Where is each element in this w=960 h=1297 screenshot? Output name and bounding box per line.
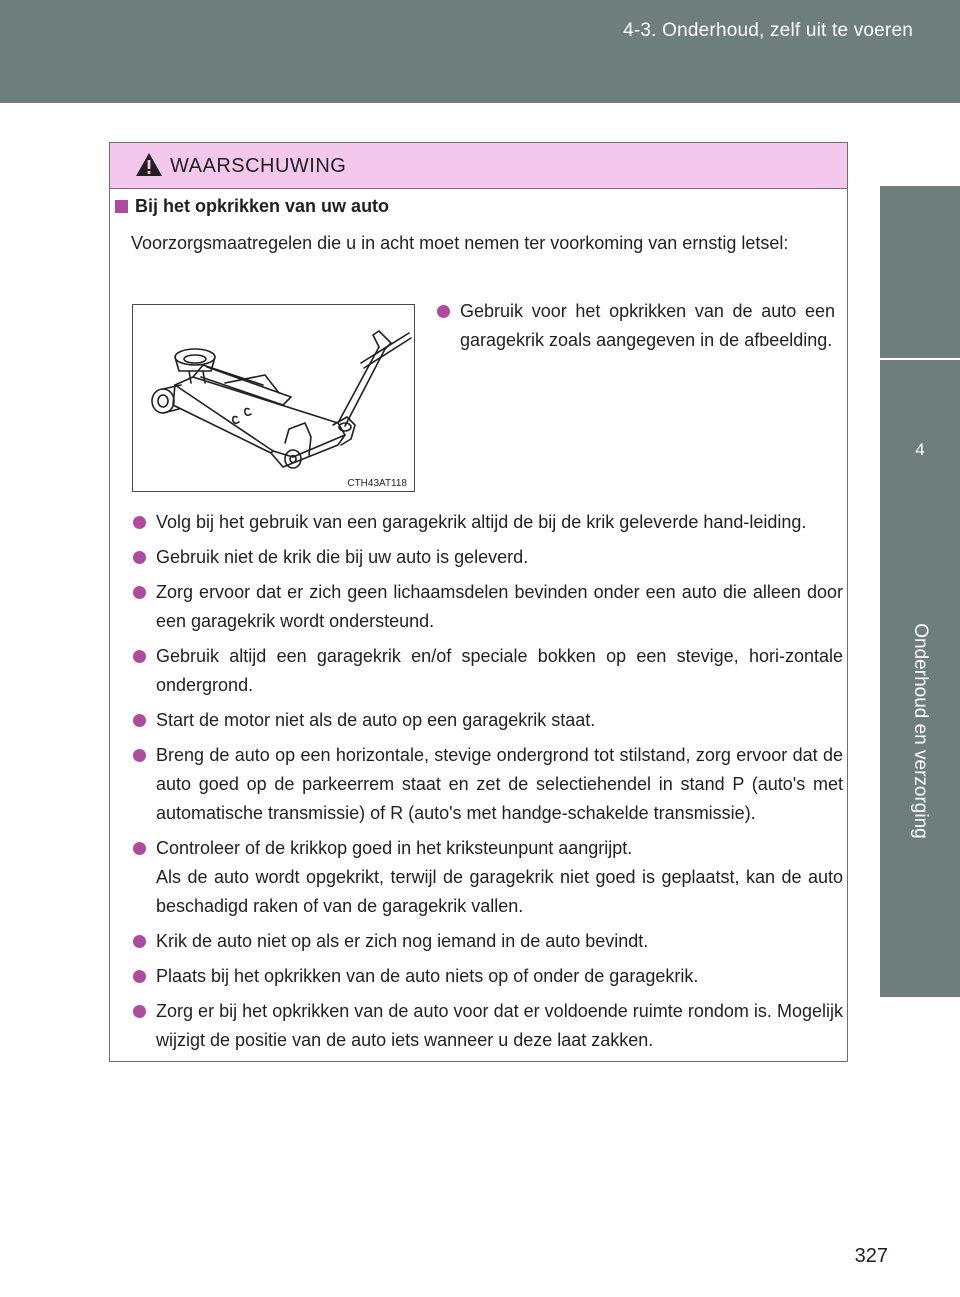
bullet-dot-icon <box>133 516 146 529</box>
bullet-text: Krik de auto niet op als er zich nog iemand in de auto bevindt. <box>156 931 649 951</box>
section-title-header: 4-3. Onderhoud, zelf uit te voeren <box>623 20 913 41</box>
bullet-text: Controleer of de krikkop goed in het kriksteunpunt aangrijpt. <box>156 838 633 858</box>
bullet-list <box>131 508 843 1061</box>
bullet-item <box>131 578 843 636</box>
bullet-dot-icon <box>437 305 450 318</box>
bullet-text: Breng de auto op een horizontale, stevige ondergrond tot stilstand, zorg ervoor dat de auto goed op de parkeerrem staat en zet de selectiehendel in stand P (auto's met automatische transmissie) of R (auto's met handge-schakelde transmissie). <box>156 745 843 823</box>
bullet-text: Gebruik niet de krik die bij uw auto is geleverd. <box>156 547 529 567</box>
bullet-item <box>131 927 843 956</box>
figure-bullet <box>435 297 835 355</box>
bullet-dot-icon <box>133 586 146 599</box>
bullet-dot-icon <box>133 714 146 727</box>
bullet-dot-icon <box>133 650 146 663</box>
bullet-text: Plaats bij het opkrikken van de auto niets op of onder de garagekrik. <box>156 966 699 986</box>
bullet-dot-icon <box>133 749 146 762</box>
bullet-item <box>131 997 843 1055</box>
warning-triangle-icon <box>135 152 163 177</box>
warning-box <box>109 142 848 1062</box>
bullet-item <box>131 706 843 735</box>
warning-header <box>110 143 847 189</box>
bullet-item <box>131 962 843 991</box>
garage-jack-illustration <box>133 305 416 493</box>
bullet-continuation-text: Als de auto wordt opgekrikt, terwijl de garagekrik niet goed is geplaatst, kan de auto beschadigd raken of van de garagekrik vallen. <box>156 867 843 916</box>
bullet-item <box>131 543 843 572</box>
bullet-text: Gebruik altijd een garagekrik en/of speciale bokken op een stevige, hori-zontale ondergrond. <box>156 646 843 695</box>
bullet-item <box>131 508 843 537</box>
warning-intro: Voorzorgsmaatregelen die u in acht moet nemen ter voorkoming van ernstig letsel: <box>131 233 789 253</box>
page-number: 327 <box>854 1245 888 1267</box>
bullet-dot-icon <box>133 935 146 948</box>
chapter-number: 4 <box>915 440 925 459</box>
bullet-item <box>435 297 835 355</box>
chapter-label: Onderhoud en verzorging <box>910 623 931 839</box>
warning-title: WAARSCHUWING <box>170 155 347 177</box>
bullet-item <box>131 642 843 700</box>
bullet-text: Gebruik voor het opkrikken van de auto een garagekrik zoals aangegeven in de afbeelding. <box>460 301 835 350</box>
bullet-text: Zorg er bij het opkrikken van de auto voor dat er voldoende ruimte rondom is. Mogelijk wijzigt de positie van de auto iets wanneer u deze laat zakken. <box>156 1001 843 1050</box>
bullet-dot-icon <box>133 1005 146 1018</box>
bullet-dot-icon <box>133 842 146 855</box>
warning-section-title-text: Bij het opkrikken van uw auto <box>135 196 390 216</box>
bullet-item <box>131 834 843 921</box>
figure-code: CTH43AT118 <box>347 478 407 489</box>
bullet-text: Start de motor niet als de auto op een garagekrik staat. <box>156 710 596 730</box>
page-header <box>0 0 960 103</box>
bullet-text: Zorg ervoor dat er zich geen lichaamsdelen bevinden onder een auto die alleen door een garagekrik wordt ondersteund. <box>156 582 843 631</box>
bullet-item <box>131 741 843 828</box>
bullet-dot-icon <box>133 551 146 564</box>
garage-jack-figure <box>132 304 415 492</box>
warning-section-title <box>115 196 389 217</box>
chapter-side-tab[interactable] <box>880 186 960 997</box>
square-bullet-icon <box>115 200 128 213</box>
bullet-dot-icon <box>133 970 146 983</box>
bullet-text: Volg bij het gebruik van een garagekrik altijd de bij de krik geleverde hand-leiding. <box>156 512 807 532</box>
